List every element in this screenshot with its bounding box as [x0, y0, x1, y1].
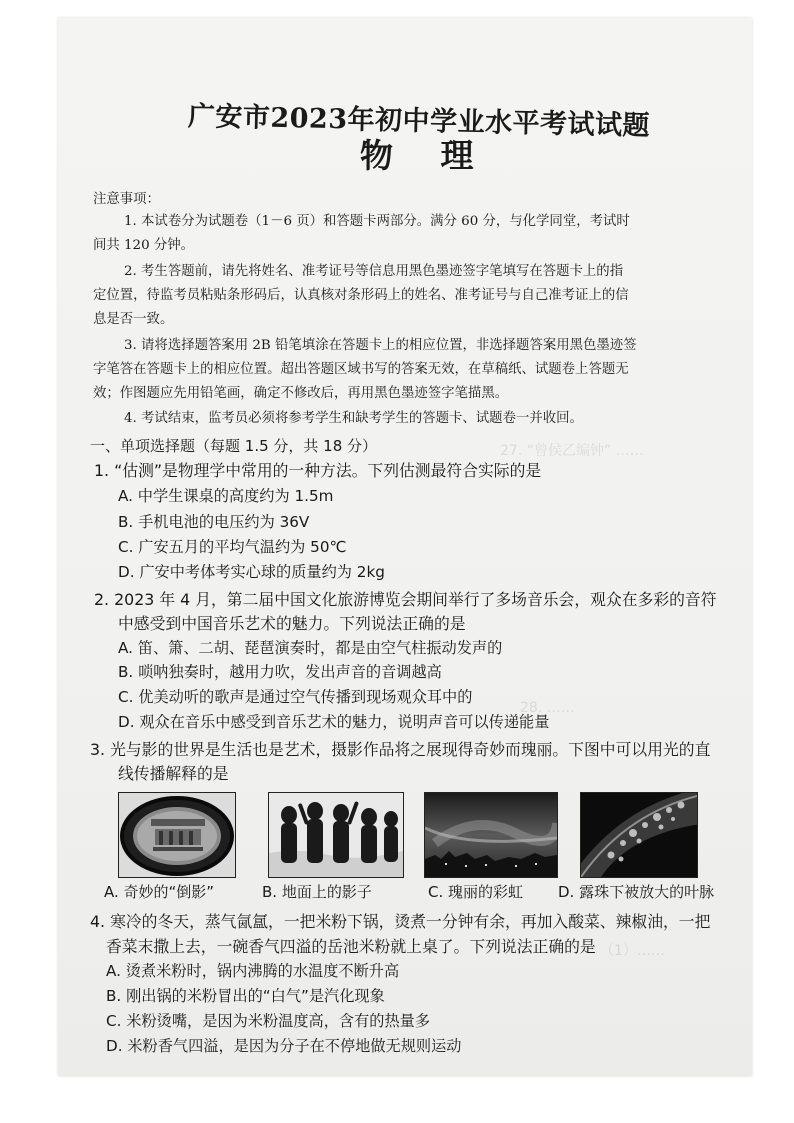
- note-line: 2. 考生答题前，请先将姓名、准考证号等信息用黑色墨迹签字笔填写在答题卡上的指: [124, 264, 624, 279]
- note-line: 效；作图题应先用铅笔画，确定不修改后，再用黑色墨迹签字笔描黑。: [93, 386, 509, 401]
- question-2-option-a: A. 笛、箫、二胡、琵琶演奏时，都是由空气柱振动发声的: [118, 639, 503, 657]
- question-2-option-b: B. 唢呐独奏时，越用力吹，发出声音的音调越高: [118, 663, 442, 681]
- notes-heading: 注意事项：: [93, 192, 160, 207]
- note-line: 息是否一致。: [93, 312, 174, 327]
- question-2-stem: 中感受到中国音乐艺术的魅力。下列说法正确的是: [118, 614, 466, 633]
- question-3-stem: 3. 光与影的世界是生活也是艺术，摄影作品将之展现得奇妙而瑰丽。下图中可以用光的直: [90, 740, 711, 759]
- question-3-option-a: A. 奇妙的“倒影”: [104, 883, 215, 901]
- subject-title: 物 理: [360, 136, 492, 175]
- question-3-option-d: D. 露珠下被放大的叶脉: [558, 883, 715, 901]
- note-line: 字笔答在答题卡上的相应位置。超出答题区域书写的答案无效，在草稿纸、试题卷上答题无: [93, 362, 629, 377]
- exam-title: 广安市2023年初中学业水平考试试题: [187, 101, 651, 142]
- question-2-option-c: C. 优美动听的歌声是通过空气传播到现场观众耳中的: [118, 688, 473, 706]
- question-1-option-c: C. 广安五月的平均气温约为 50℃: [118, 538, 347, 556]
- photo-reflection: [118, 792, 236, 878]
- note-line: 3. 请将选择题答案用 2B 铅笔填涂在答题卡上的相应位置，非选择题答案用黑色墨迹签: [124, 338, 637, 353]
- question-4-option-d: D. 米粉香气四溢，是因为分子在不停地做无规则运动: [106, 1037, 462, 1055]
- question-4-option-b: B. 刚出锅的米粉冒出的“白气”是汽化现象: [106, 987, 385, 1005]
- question-3-option-b: B. 地面上的影子: [262, 883, 372, 901]
- note-line: 1. 本试卷分为试题卷（1－6 页）和答题卡两部分。满分 60 分，与化学同堂，考试时: [124, 214, 630, 229]
- question-2-stem: 2. 2023 年 4 月，第二届中国文化旅游博览会期间举行了多场音乐会，观众在多彩的音符: [94, 590, 717, 609]
- question-3-stem: 线传播解释的是: [118, 764, 229, 783]
- bleed-through-text: （1）……: [600, 943, 665, 959]
- note-line: 定位置，待监考员粘贴条形码后，认真核对条形码上的姓名、准考证号与自己准考证上的信: [93, 288, 629, 303]
- question-2-option-d: D. 观众在音乐中感受到音乐艺术的魅力，说明声音可以传递能量: [118, 713, 550, 731]
- question-3-option-c: C. 瑰丽的彩虹: [428, 883, 524, 901]
- question-4-option-c: C. 米粉烫嘴，是因为米粉温度高，含有的热量多: [106, 1012, 431, 1030]
- note-line: 间共 120 分钟。: [93, 238, 195, 253]
- note-line: 4. 考试结束，监考员必须将参考学生和缺考学生的答题卡、试题卷一并收回。: [124, 411, 583, 426]
- question-4-stem: 4. 寒冷的冬天，蒸气氤氲，一把米粉下锅，烫煮一分钟有余，再加入酸菜、辣椒油，一把: [90, 912, 711, 931]
- section-heading: 一、单项选择题（每题 1.5 分，共 18 分）: [90, 437, 378, 455]
- question-4-stem: 香菜末撒上去，一碗香气四溢的岳池米粉就上桌了。下列说法正确的是: [106, 937, 596, 956]
- photo-dewdrop-leaf: [580, 792, 698, 878]
- bleed-through-text: 28. ……: [520, 700, 575, 716]
- bleed-through-text: 27. “曾侯乙编钟” ……: [500, 443, 644, 459]
- question-4-option-a: A. 烫煮米粉时，锅内沸腾的水温度不断升高: [106, 962, 400, 980]
- photo-shadows: [268, 792, 404, 878]
- photo-rainbow: [424, 792, 558, 878]
- question-1-option-d: D. 广安中考体考实心球的质量约为 2kg: [118, 563, 385, 581]
- question-1-option-b: B. 手机电池的电压约为 36V: [118, 513, 310, 531]
- question-1-option-a: A. 中学生课桌的高度约为 1.5m: [118, 487, 334, 505]
- question-1-stem: 1. “估测”是物理学中常用的一种方法。下列估测最符合实际的是: [94, 461, 542, 480]
